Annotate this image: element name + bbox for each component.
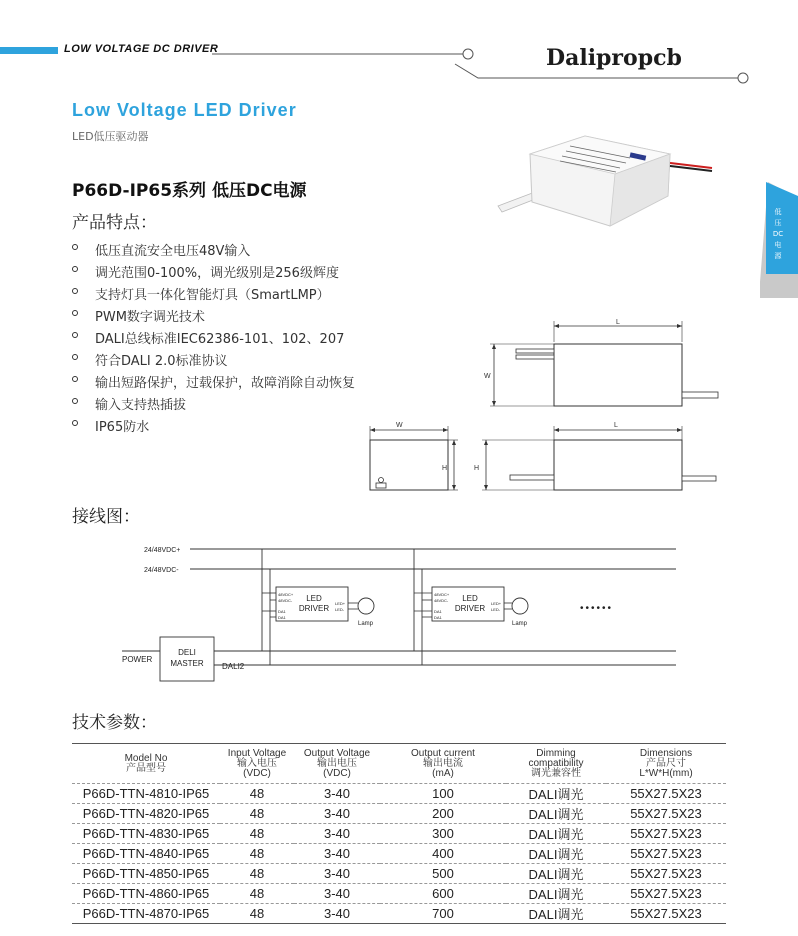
driver-output-minus: LED-: [491, 607, 501, 612]
driver-output-minus: LED-: [335, 607, 345, 612]
product-photo: [490, 134, 715, 234]
driver-dali-terminal-2: DA1: [278, 615, 286, 620]
bullet-icon: [72, 266, 78, 272]
table-row: P66D-TTN-4870-IP65 48 3-40 700 DALI调光 55X27.5X23: [72, 904, 726, 924]
bullet-icon: [72, 420, 78, 426]
table-row: P66D-TTN-4820-IP65 48 3-40 200 DALI调光 55X27.5X23: [72, 804, 726, 824]
driver-label-line2: DRIVER: [298, 604, 330, 613]
driver-input-plus: 48VDC+: [434, 592, 450, 597]
feature-item: IP65防水: [72, 416, 402, 438]
table-row: P66D-TTN-4860-IP65 48 3-40 600 DALI调光 55X27.5X23: [72, 884, 726, 904]
product-title-cn: LED低压驱动器: [72, 130, 149, 143]
end-view-height-label: H: [442, 465, 448, 472]
lamp-label: Lamp: [512, 621, 528, 627]
side-view-height-label: H: [474, 465, 480, 472]
driver-label-line1: LED: [306, 594, 322, 603]
side-tab-label: 低 压 DC 电 源: [772, 208, 784, 260]
header-category-tag: LOW VOLTAGE DC DRIVER: [64, 43, 219, 55]
brand-name: Dalipropcb: [546, 45, 682, 71]
master-label-line1: DELI: [178, 648, 196, 657]
driver-output-plus: LED+: [335, 601, 346, 606]
feature-item: 调光范围0-100%，调光级别是256级辉度: [72, 262, 402, 284]
bullet-icon: [72, 354, 78, 360]
col-output-current: Output current 输出电流 (mA): [411, 747, 475, 779]
driver-input-plus: 48VDC+: [278, 592, 294, 597]
col-dimensions: Dimensions 产品尺寸 L*W*H(mm): [639, 747, 693, 779]
features-heading: 产品特点：: [72, 213, 157, 233]
bullet-icon: [72, 332, 78, 338]
wiring-diagram: [110, 535, 690, 685]
model-series-title: P66D-IP65系列 低压DC电源: [72, 181, 307, 201]
top-view-drawing: [482, 316, 722, 412]
col-input-voltage: Input Voltage 输入电压 (VDC): [227, 747, 287, 779]
driver-label-line2: DRIVER: [454, 604, 486, 613]
feature-item: 符合DALI 2.0标准协议: [72, 350, 402, 372]
power-label: POWER: [122, 655, 153, 664]
driver-input-minus: 48VDC-: [434, 598, 449, 603]
bus-plus-label: 24/48VDC+: [144, 547, 181, 554]
feature-item: 低压直流安全电压48V输入: [72, 240, 402, 262]
bullet-icon: [72, 244, 78, 250]
lamp-label: Lamp: [358, 621, 374, 627]
more-drivers-ellipsis: ••••••: [580, 603, 614, 614]
table-row: P66D-TTN-4810-IP65 48 3-40 100 DALI调光 55X27.5X23: [72, 784, 726, 804]
bullet-icon: [72, 310, 78, 316]
driver-input-minus: 48VDC-: [278, 598, 293, 603]
col-output-voltage: Output Voltage 输出电压 (VDC): [303, 747, 371, 779]
driver-dali-terminal-2: DA1: [434, 615, 442, 620]
bullet-icon: [72, 398, 78, 404]
end-view-width-label: W: [396, 422, 403, 429]
driver-output-plus: LED+: [491, 601, 502, 606]
feature-item: 输入支持热插拔: [72, 394, 402, 416]
end-view-drawing: [360, 416, 460, 496]
feature-item: 输出短路保护，过载保护，故障消除自动恢复: [72, 372, 402, 394]
spec-table-header: [72, 744, 726, 784]
driver-dali-terminal-1: DA1: [434, 609, 442, 614]
bus-minus-label: 24/48VDC-: [144, 567, 179, 574]
features-list: [72, 240, 402, 438]
specs-heading: 技术参数：: [72, 713, 157, 733]
col-dimming: Dimming compatibility 调光兼容性: [528, 747, 584, 779]
dali-bus-label: DALI2: [222, 662, 245, 671]
top-view-length-label: L: [616, 319, 620, 326]
master-label-line2: MASTER: [170, 659, 204, 668]
product-title-en: Low Voltage LED Driver: [72, 100, 297, 120]
driver-dali-terminal-1: DA1: [278, 609, 286, 614]
driver-label-line1: LED: [462, 594, 478, 603]
bullet-icon: [72, 288, 78, 294]
feature-item: PWM数字调光技术: [72, 306, 402, 328]
table-row: P66D-TTN-4830-IP65 48 3-40 300 DALI调光 55X27.5X23: [72, 824, 726, 844]
table-row: P66D-TTN-4840-IP65 48 3-40 400 DALI调光 55X27.5X23: [72, 844, 726, 864]
feature-item: 支持灯具一体化智能灯具（SmartLMP）: [72, 284, 402, 306]
wiring-heading: 接线图：: [72, 507, 140, 527]
side-view-drawing: [470, 416, 720, 496]
feature-item: DALI总线标准IEC62386-101、102、207: [72, 328, 402, 350]
table-row: P66D-TTN-4850-IP65 48 3-40 500 DALI调光 55X27.5X23: [72, 864, 726, 884]
bullet-icon: [72, 376, 78, 382]
col-model: Model No 产品型号: [124, 752, 168, 774]
lamp-icon: [512, 598, 528, 614]
top-view-width-label: W: [484, 373, 491, 380]
spec-table: [72, 743, 726, 924]
side-view-length-label: L: [614, 422, 618, 429]
lamp-icon: [358, 598, 374, 614]
